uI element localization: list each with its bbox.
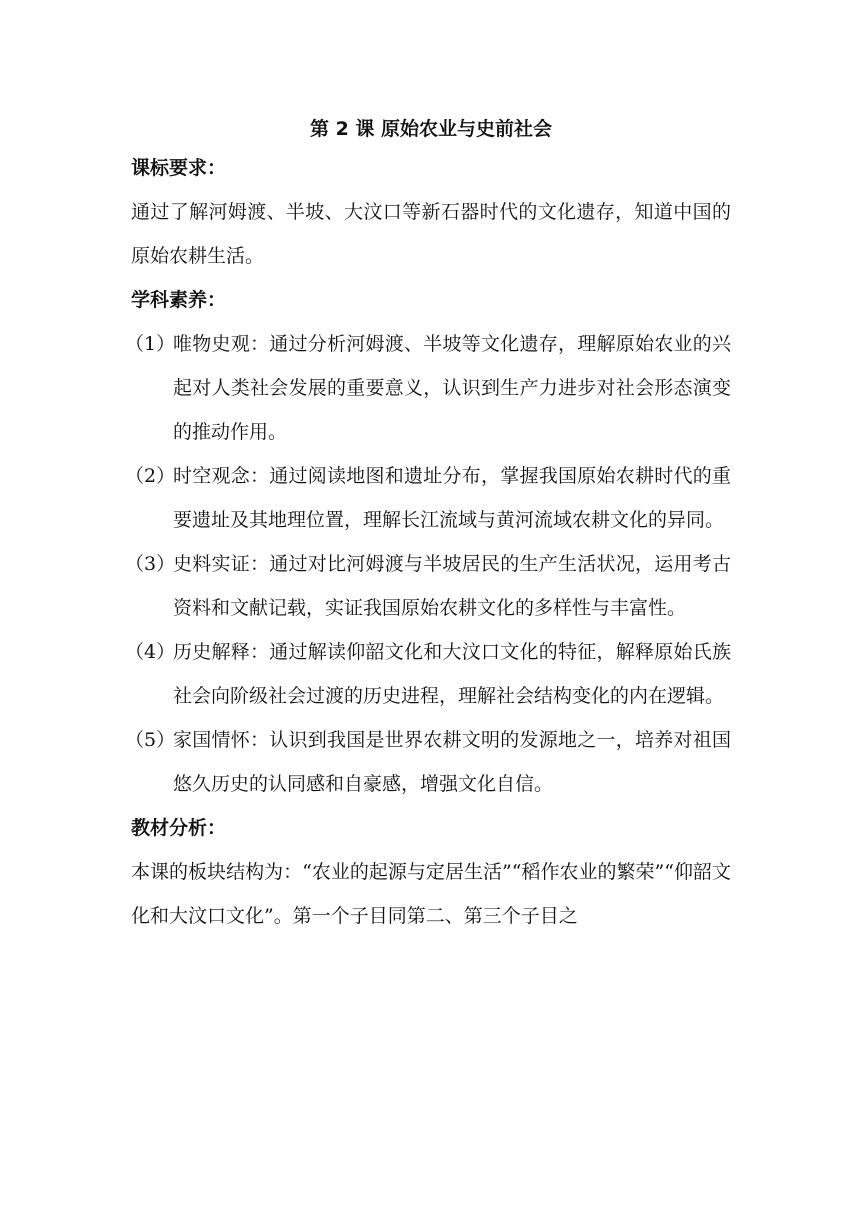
literacy-item-number: （5）: [125, 729, 176, 751]
literacy-item-number: （3）: [125, 553, 176, 575]
literacy-item-text: 时空观念：通过阅读地图和遗址分布，掌握我国原始农耕时代的重要遗址及其地理位置，理解长江流域与黄河流域农耕文化的异同。: [173, 465, 731, 531]
literacy-item-5: [125, 718, 731, 806]
literacy-item-text: 史料实证：通过对比河姆渡与半坡居民的生产生活状况，运用考古资料和文献记载，实证我国原始农耕文化的多样性与丰富性。: [173, 553, 731, 619]
literacy-item-number: （4）: [125, 641, 176, 663]
literacy-item-2: [125, 454, 731, 542]
literacy-item-text: 历史解释：通过解读仰韶文化和大汶口文化的特征，解释原始氏族社会向阶级社会过渡的历史进程，理解社会结构变化的内在逻辑。: [173, 641, 731, 707]
literacy-item-text: 家国情怀：认识到我国是世界农耕文明的发源地之一，培养对祖国悠久历史的认同感和自豪感，增强文化自信。: [173, 729, 731, 795]
curriculum-standard-heading: 课标要求：: [131, 157, 227, 179]
document-body: [125, 112, 731, 938]
curriculum-standard-text: 通过了解河姆渡、半坡、大汶口等新石器时代的文化遗存，知道中国的原始农耕生活。: [131, 201, 731, 267]
lesson-title: 第 2 课 原始农业与史前社会: [309, 118, 553, 140]
literacy-item-1: [125, 322, 731, 454]
textbook-analysis-text: 本课的板块结构为：“农业的起源与定居生活”“稻作农业的繁荣”“仰韶文化和大汶口文化”。第一个子目同第二、第三个子目之: [131, 861, 731, 927]
literacy-item-3: [125, 542, 731, 630]
literacy-item-number: （2）: [125, 465, 176, 487]
literacy-item-number: （1）: [125, 333, 176, 355]
subject-literacy-heading: 学科素养：: [131, 289, 227, 311]
textbook-analysis-heading: 教材分析：: [131, 817, 227, 839]
literacy-item-text: 唯物史观：通过分析河姆渡、半坡等文化遗存，理解原始农业的兴起对人类社会发展的重要意义，认识到生产力进步对社会形态演变的推动作用。: [173, 333, 731, 443]
literacy-item-4: [125, 630, 731, 718]
